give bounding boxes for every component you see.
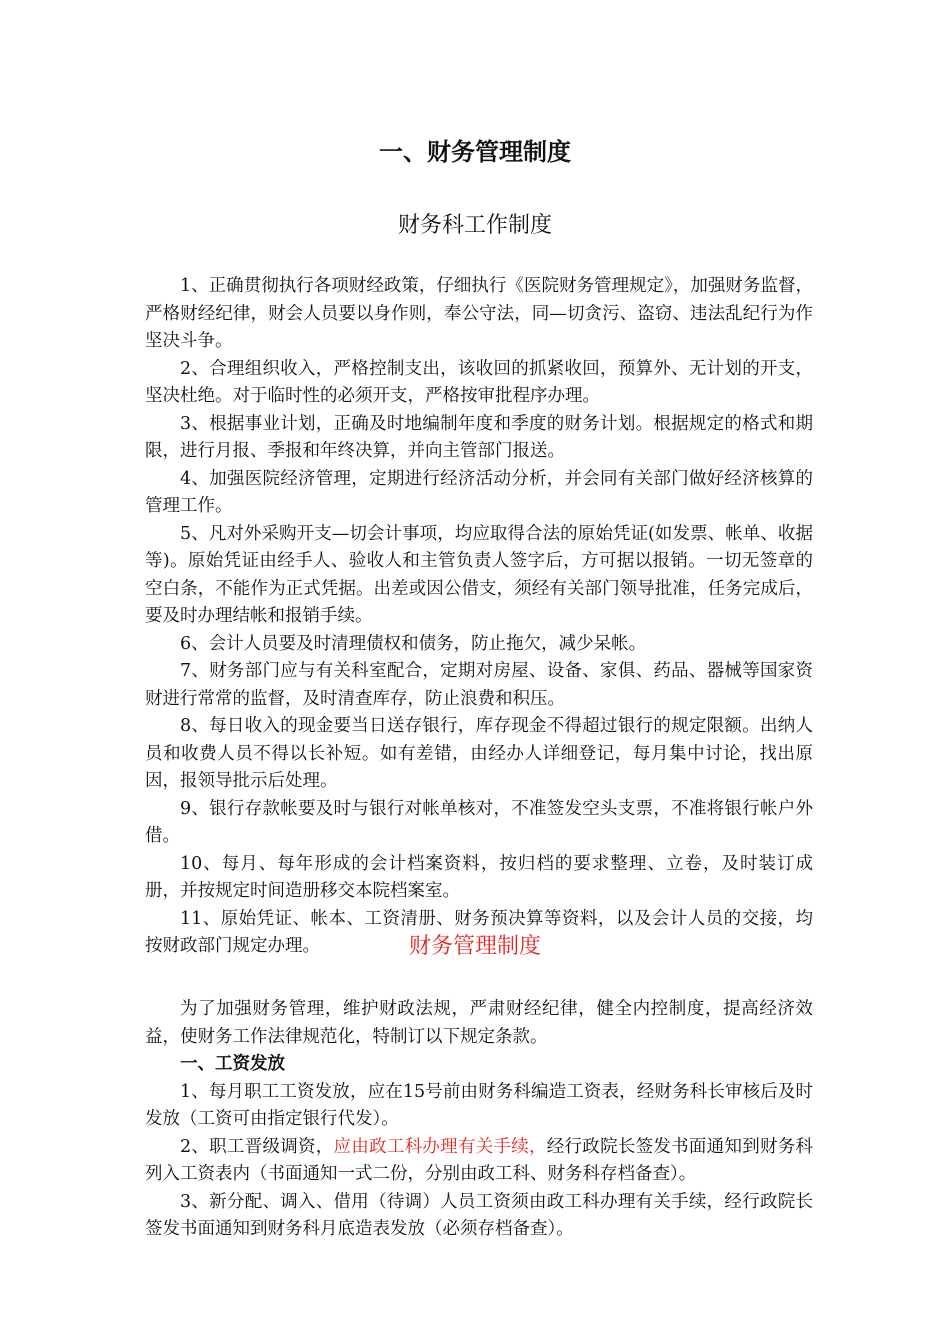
salary-item-2-highlight: 应由政工科办理有关手续， — [333, 1136, 547, 1157]
page-title: 一、财务管理制度 — [379, 138, 571, 166]
rule-item-3: 3、根据事业计划，正确及时地编制年度和季度的财务计划。根据规定的格式和期限，进行月报、季报和年终决算，并向主管部门报送。 — [145, 413, 813, 461]
rule-item-6: 6、会计人员要及时清理债权和债务，防止拖欠，减少呆帐。 — [180, 633, 647, 654]
rule-item-5: 5、凡对外采购开支—切会计事项，均应取得合法的原始凭证(如发票、帐单、收据等)。原始凭证由经手人、验收人和主管负责人签字后，方可据以报销。一切无签章的空白条，不能作为正式凭据。出差或因公借支，须经有关部门领导批准，任务完成后，要及时办理结帐和报销手续。 — [145, 523, 813, 626]
section-heading-work-rules: 财务科工作制度 — [397, 213, 552, 238]
salary-item-1: 1、每月职工工资发放，应在15号前由财务科编造工资表，经财务科长审核后及时发放（工资可由指定银行代发）。 — [145, 1081, 813, 1129]
subheading-salary: 一、工资发放 — [180, 1054, 285, 1074]
rule-item-11: 11、原始凭证、帐本、工资清册、财务预决算等资料，以及会计人员的交接，均按财政部门规定办理。 — [145, 908, 813, 956]
salary-item-2 — [145, 1134, 813, 1189]
rule-item-2: 2、合理组织收入，严格控制支出，该收回的抓紧收回，预算外、无计划的开支，坚决杜绝。对于临时性的必须开支，严格按审批程序办理。 — [145, 358, 813, 406]
rule-item-1: 1、正确贯彻执行各项财经政策，仔细执行《医院财务管理规定》，加强财务监督，严格财经纪律，财会人员要以身作则，奉公守法，同—切贪污、盗窃、违法乱纪行为作坚决斗争。 — [145, 276, 813, 351]
intro-paragraph: 为了加强财务管理，维护财政法规，严肃财经纪律，健全内控制度，提高经济效益，使财务工作法律规范化，特制订以下规定条款。 — [145, 999, 813, 1047]
rule-item-4: 4、加强医院经济管理，定期进行经济活动分析，并会同有关部门做好经济核算的管理工作。 — [145, 468, 813, 516]
section-heading-financial-management: 财务管理制度 — [408, 934, 541, 959]
rule-item-10: 10、每月、每年形成的会计档案资料，按归档的要求整理、立卷，及时装订成册，并按规定时间造册移交本院档案室。 — [145, 853, 813, 901]
salary-item-2-start: 2、职工晋级调资， — [180, 1136, 334, 1157]
financial-management-section — [145, 996, 813, 1244]
rule-item-7: 7、财务部门应与有关科室配合，定期对房屋、设备、家俱、药品、器械等国家资财进行常常的监督，及时清查库存，防止浪费和积压。 — [145, 661, 813, 709]
rule-item-9: 9、银行存款帐要及时与银行对帐单核对，不准签发空头支票，不准将银行帐户外借。 — [145, 798, 813, 846]
work-rules-list — [145, 273, 813, 961]
salary-item-3: 3、新分配、调入、借用（待调）人员工资须由政工科办理有关手续，经行政院长签发书面通知到财务科月底造表发放（必须存档备查）。 — [145, 1191, 813, 1239]
rule-item-8: 8、每日收入的现金要当日送存银行，库存现金不得超过银行的规定限额。出纳人员和收费人员不得以长补短。如有差错，由经办人详细登记，每月集中讨论，找出原因，报领导批示后处理。 — [145, 716, 813, 791]
salary-item-2-end: 经行政院长签发书面通知到财务科列入工资表内（书面通知一式二份，分别由政工科、财务科存档备查）。 — [145, 1136, 814, 1184]
